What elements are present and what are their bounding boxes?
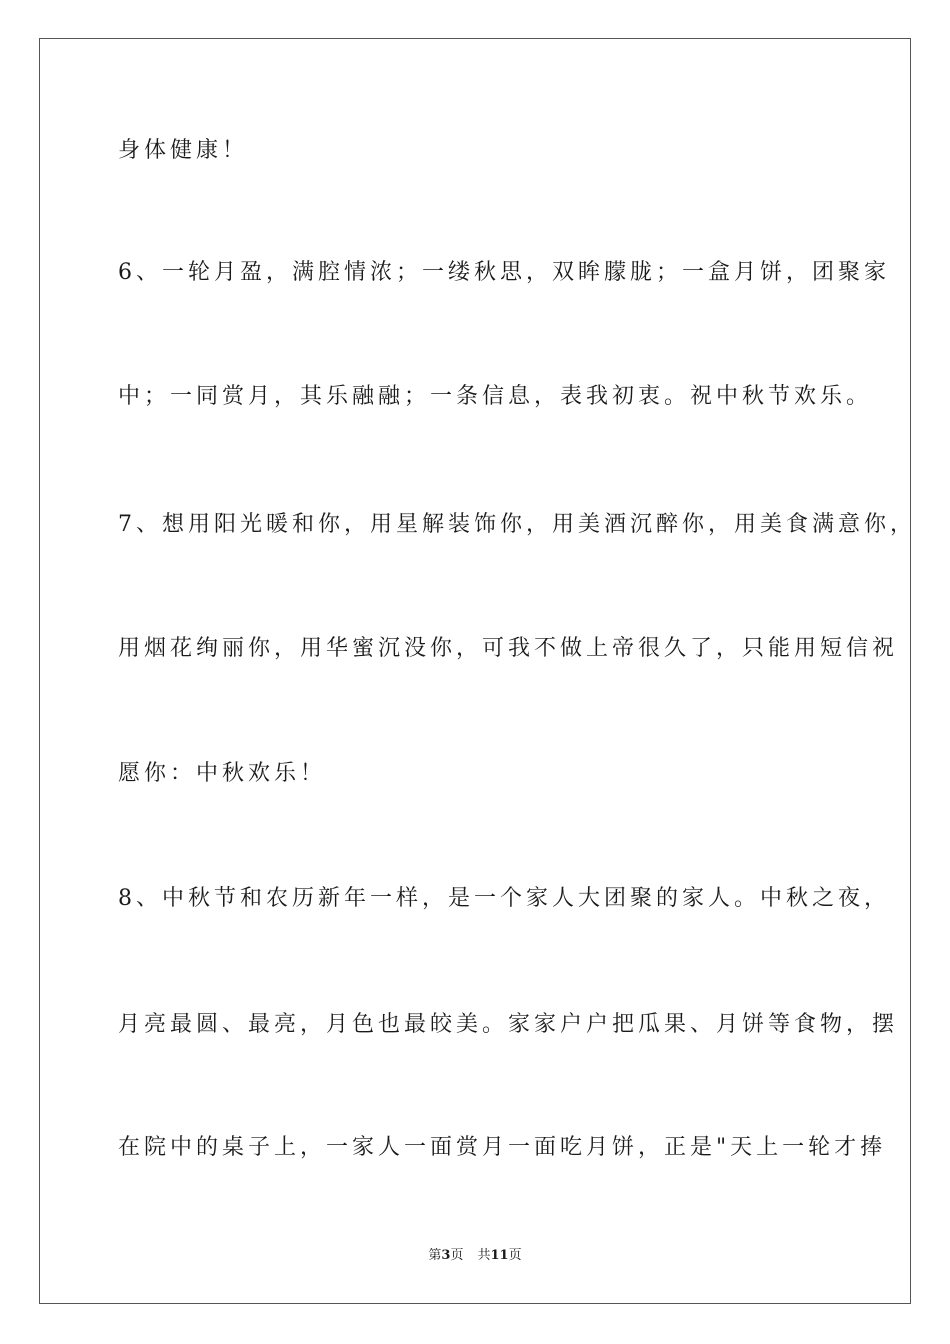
page-number: 3 xyxy=(441,1248,451,1263)
total-prefix: 共 xyxy=(477,1248,491,1263)
total-pages: 11 xyxy=(490,1248,509,1263)
text-line: 中；一同赏月，其乐融融；一条信息，表我初衷。祝中秋节欢乐。 xyxy=(118,384,873,409)
page-prefix: 第 xyxy=(428,1248,442,1263)
page-border xyxy=(39,38,911,1304)
text-line: 身体健康！ xyxy=(118,138,249,163)
page-suffix: 页 xyxy=(450,1248,464,1263)
text-line: 6、一轮月盈，满腔情浓；一缕秋思，双眸朦胧；一盒月饼，团聚家 xyxy=(118,260,890,285)
total-suffix: 页 xyxy=(508,1248,522,1263)
text-line: 在院中的桌子上，一家人一面赏月一面吃月饼，正是"天上一轮才捧 xyxy=(118,1135,887,1160)
page-footer xyxy=(0,1247,950,1265)
text-line: 7、想用阳光暖和你，用星解装饰你，用美酒沉醉你，用美食满意你， xyxy=(118,512,916,537)
text-line: 月亮最圆、最亮，月色也最皎美。家家户户把瓜果、月饼等食物，摆 xyxy=(118,1012,899,1037)
text-line: 愿你：中秋欢乐！ xyxy=(118,761,327,786)
text-line: 8、中秋节和农历新年一样，是一个家人大团聚的家人。中秋之夜， xyxy=(118,886,890,911)
text-line: 用烟花绚丽你，用华蜜沉没你，可我不做上帝很久了，只能用短信祝 xyxy=(118,636,899,661)
